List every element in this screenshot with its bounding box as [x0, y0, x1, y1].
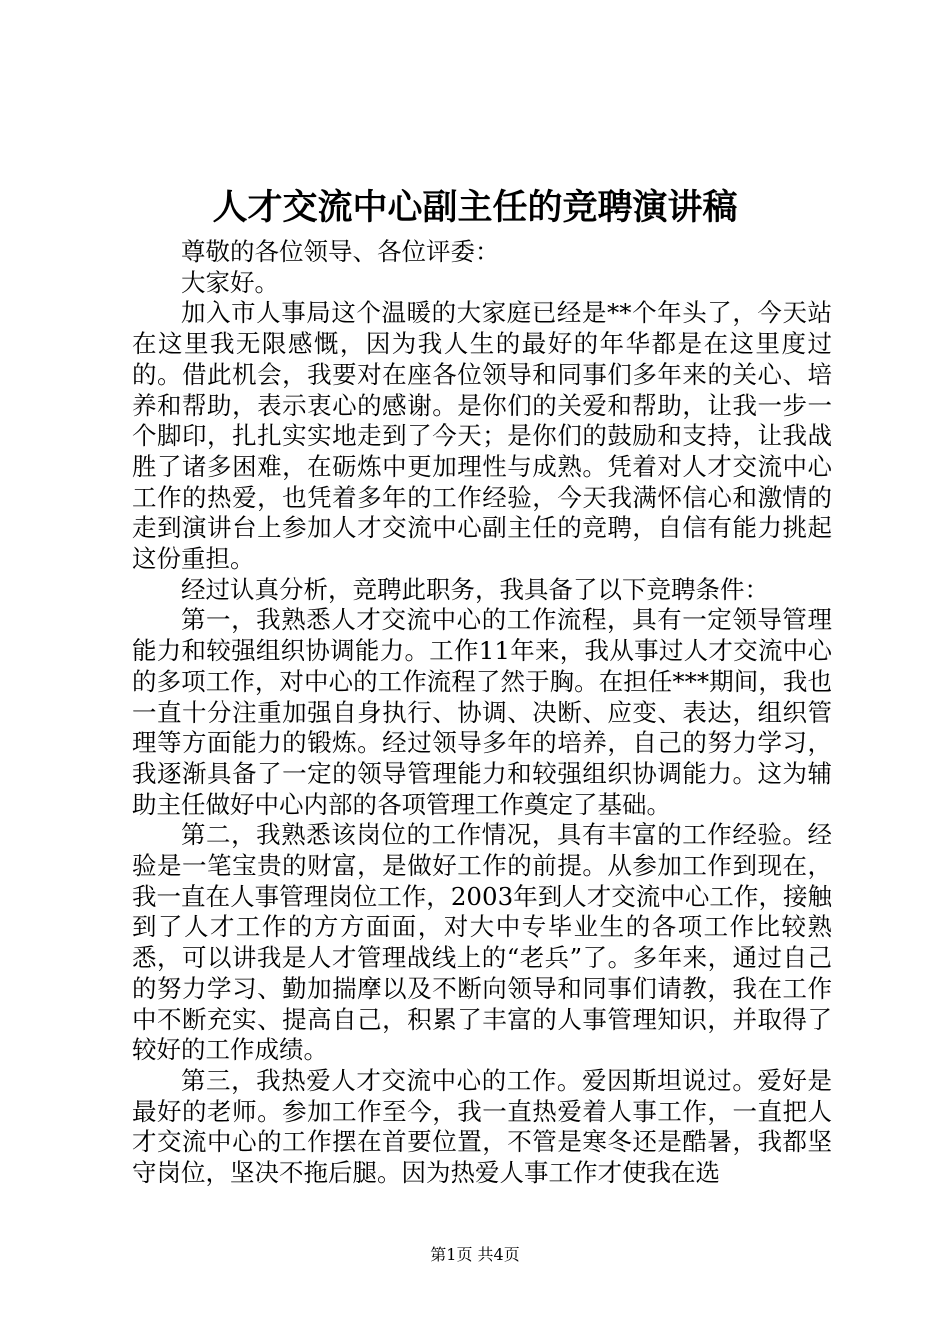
condition-two-paragraph: 第二，我熟悉该岗位的工作情况，具有丰富的工作经验。经验是一笔宝贵的财富，是做好工作的前提。从参加工作到现在，我一直在人事管理岗位工作，2003年到人才交流中心工作，接触到了人才工作的方方面面，对大中专毕业生的各项工作比较熟悉，可以讲我是人才管理战线上的“老兵”了。多年来，通过自己的努力学习、勤加揣摩以及不断向领导和同事们请教，我在工作中不断充实、提高自己，积累了丰富的人事管理知识，并取得了较好的工作成绩。 [132, 820, 832, 1065]
page-number-footer: 第1页 共4页 [430, 1245, 520, 1264]
intro-paragraph: 加入市人事局这个温暖的大家庭已经是**个年头了，今天站在这里我无限感慨，因为我人生的最好的年华都是在这里度过的。借此机会，我要对在座各位领导和同事们多年来的关心、培养和帮助，表示衷心的感谢。是你们的关爱和帮助，让我一步一个脚印，扎扎实实地走到了今天；是你们的鼓励和支持，让我战胜了诸多困难，在砺炼中更加理性与成熟。凭着对人才交流中心工作的热爱，也凭着多年的工作经验，今天我满怀信心和激情的走到演讲台上参加人才交流中心副主任的竞聘，自信有能力挑起这份重担。 [132, 298, 832, 574]
conditions-lead-paragraph: 经过认真分析，竞聘此职务，我具备了以下竞聘条件： [181, 574, 769, 604]
salutation-paragraph: 尊敬的各位领导、各位评委： [181, 237, 500, 266]
condition-three-paragraph: 第三，我热爱人才交流中心的工作。爱因斯坦说过。爱好是最好的老师。参加工作至今，我一直热爱着人事工作，一直把人才交流中心的工作摆在首要位置，不管是寒冬还是酷暑，我都坚守岗位，坚决不拖后腿。因为热爱人事工作才使我在选 [132, 1065, 832, 1188]
document-title: 人才交流中心副主任的竞聘演讲稿 [212, 187, 738, 228]
greeting-paragraph: 大家好。 [181, 267, 279, 297]
condition-one-paragraph: 第一，我熟悉人才交流中心的工作流程，具有一定领导管理能力和较强组织协调能力。工作11年来，我从事过人才交流中心的多项工作，对中心的工作流程了然于胸。在担任***期间，我也一直十分注重加强自身执行、协调、决断、应变、表达，组织管理等方面能力的锻炼。经过领导多年的培养，自己的努力学习，我逐渐具备了一定的领导管理能力和较强组织协调能力。这为辅助主任做好中心内部的各项管理工作奠定了基础。 [132, 605, 832, 819]
document-body [132, 237, 832, 1189]
